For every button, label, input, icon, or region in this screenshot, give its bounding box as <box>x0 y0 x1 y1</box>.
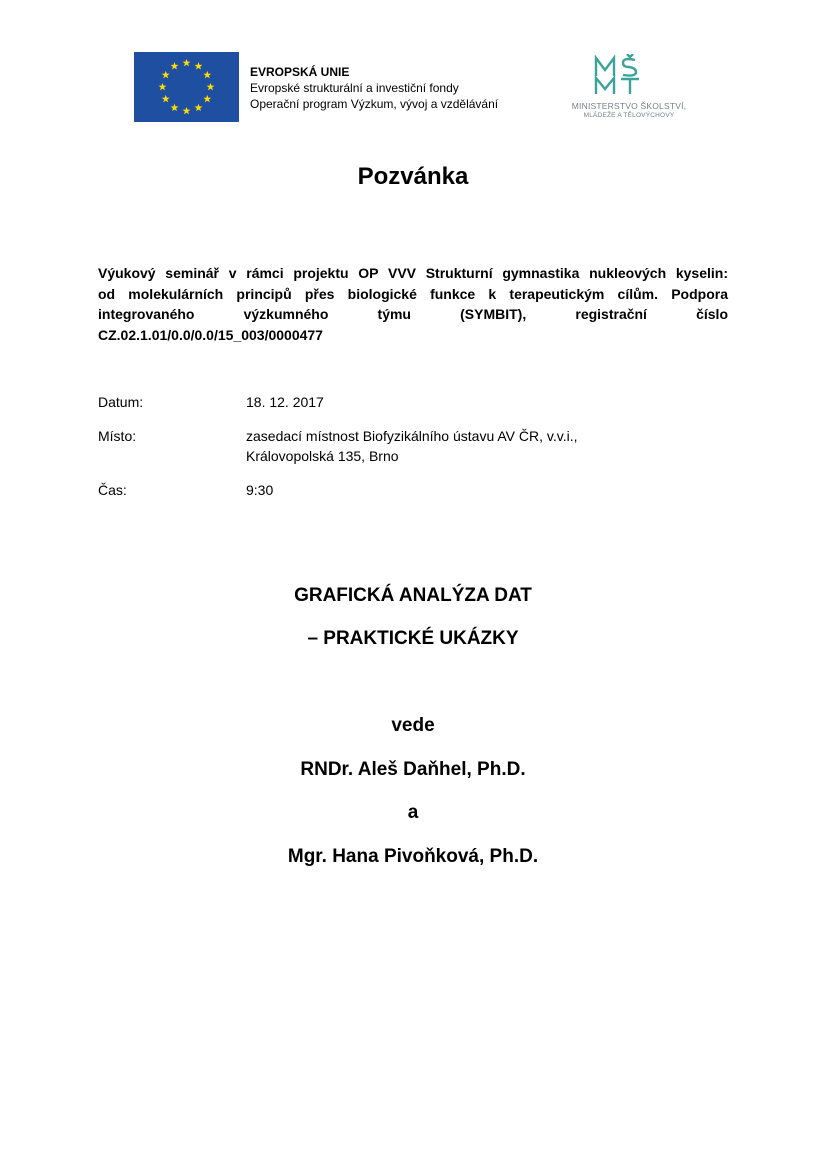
eu-star-icon <box>183 107 191 115</box>
msmt-line-2: MLÁDEŽE A TĚLOVÝCHOVY <box>583 112 675 119</box>
time-label: Čas: <box>98 482 127 498</box>
msmt-logo-icon <box>559 54 699 100</box>
eu-line-3: Operační program Výzkum, vývoj a vzdělávání <box>250 97 499 111</box>
date-value: 18. 12. 2017 <box>246 394 324 410</box>
intro-line-3: integrovaného výzkumného týmu (SYMBIT), registrační číslo <box>98 306 728 322</box>
eu-star-icon <box>171 62 179 70</box>
logo-header <box>134 52 704 126</box>
msmt-logo-text <box>559 102 699 120</box>
presenter-intro: vede <box>391 715 435 736</box>
eu-star-icon <box>159 83 167 91</box>
presenter-conjunction: a <box>407 802 419 823</box>
presenter-2: Mgr. Hana Pivoňková, Ph.D. <box>287 846 539 867</box>
topic-line-1: GRAFICKÁ ANALÝZA DAT <box>294 585 532 606</box>
eu-line-1: EVROPSKÁ UNIE <box>250 65 350 79</box>
eu-line-2: Evropské strukturální a investiční fondy <box>250 81 459 95</box>
eu-star-icon <box>203 71 211 79</box>
msmt-logo <box>559 54 699 124</box>
eu-star-icon <box>195 104 203 112</box>
eu-star-icon <box>162 95 170 103</box>
intro-line-4: CZ.02.1.01/0.0/0.0/15_003/0000477 <box>98 326 323 343</box>
place-value-line-1: zasedací místnost Biofyzikálního ústavu AV ČR, v.v.i., <box>246 428 578 444</box>
seminar-intro <box>98 263 728 345</box>
eu-star-icon <box>195 62 203 70</box>
page-title: Pozvánka <box>357 163 469 190</box>
place-value-line-2: Královopolská 135, Brno <box>246 448 399 464</box>
eu-star-icon <box>203 95 211 103</box>
eu-logo-text <box>250 64 498 112</box>
presenter-1: RNDr. Aleš Daňhel, Ph.D. <box>300 759 526 780</box>
msmt-line-1: MINISTERSTVO ŠKOLSTVÍ, <box>571 101 687 111</box>
eu-star-icon <box>171 104 179 112</box>
eu-star-icon <box>183 59 191 67</box>
eu-star-icon <box>162 71 170 79</box>
place-label: Místo: <box>98 428 137 444</box>
intro-line-2: od molekulárních principů přes biologické funkce k terapeutickým cílům. Podpora <box>98 285 728 302</box>
eu-flag-icon <box>134 52 239 122</box>
eu-star-icon <box>207 83 215 91</box>
topic-line-2: – PRAKTICKÉ UKÁZKY <box>307 628 519 649</box>
intro-line-1: Výukový seminář v rámci projektu OP VVV Strukturní gymnastika nukleových kyselin: <box>98 265 728 281</box>
date-label: Datum: <box>98 394 144 410</box>
time-value: 9:30 <box>246 482 274 498</box>
